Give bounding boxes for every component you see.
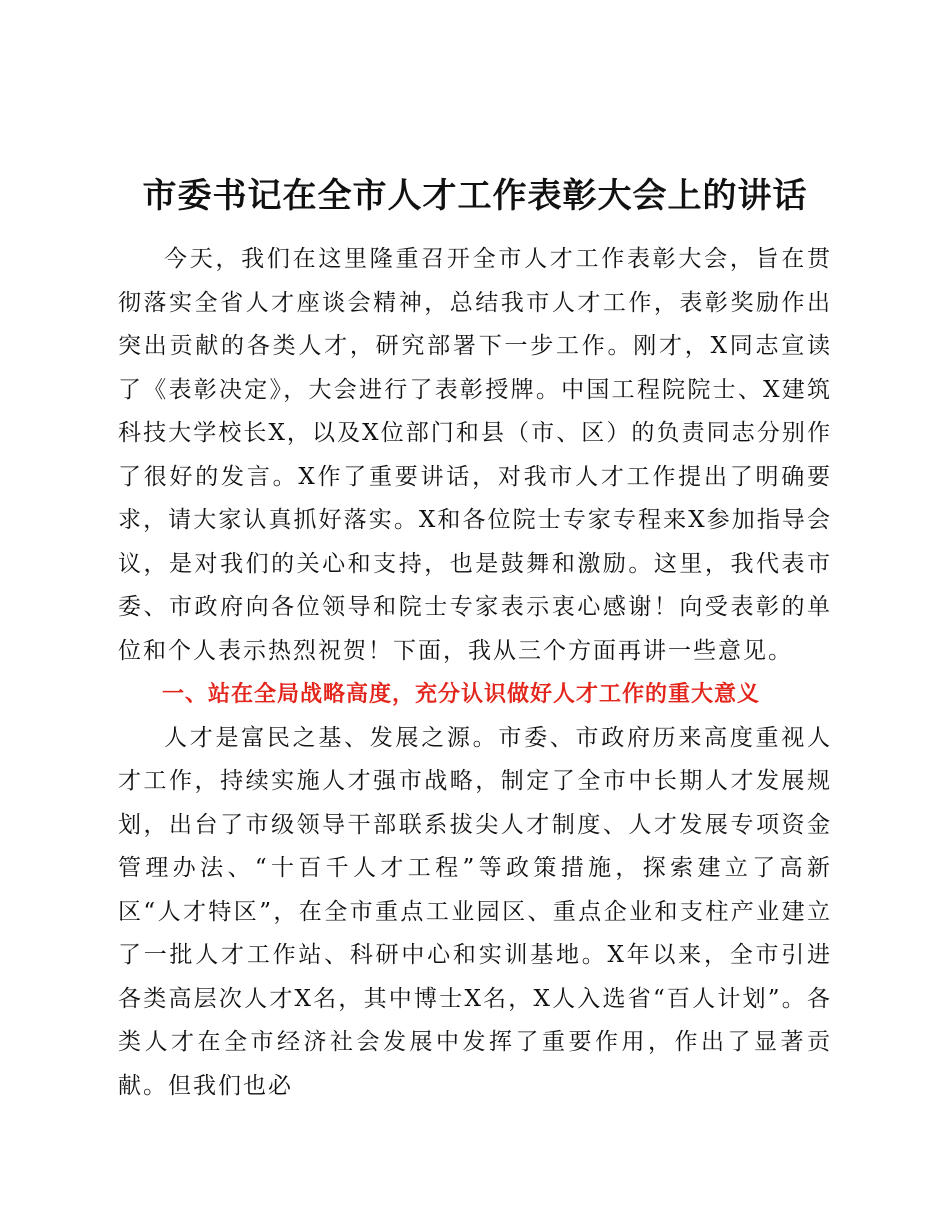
- document-body: [118, 238, 832, 1108]
- intro-paragraph: 今天，我们在这里隆重召开全市人才工作表彰大会，旨在贯彻落实全省人才座谈会精神，总结我市人才工作，表彰奖励作出突出贡献的各类人才，研究部署下一步工作。刚才，X同志宣读了《表彰决定》，大会进行了表彰授牌。中国工程院院士、X建筑科技大学校长X，以及X位部门和县（市、区）的负责同志分别作了很好的发言。X作了重要讲话，对我市人才工作提出了明确要求，请大家认真抓好落实。X和各位院士专家专程来X参加指导会议，是对我们的关心和支持，也是鼓舞和激励。这里，我代表市委、市政府向各位领导和院士专家表示衷心感谢！向受表彰的单位和个人表示热烈祝贺！下面，我从三个方面再讲一些意见。: [118, 246, 832, 664]
- section-paragraph: 人才是富民之基、发展之源。市委、市政府历来高度重视人才工作，持续实施人才强市战略，制定了全市中长期人才发展规划，出台了市级领导干部联系拔尖人才制度、人才发展专项资金管理办法、“十百千人才工程”等政策措施，探索建立了高新区“人才特区”，在全市重点工业园区、重点企业和支柱产业建立了一批人才工作站、科研中心和实训基地。X年以来，全市引进各类高层次人才X名，其中博士X名，X人入选省“百人计划”。各类人才在全市经济社会发展中发挥了重要作用，作出了显著贡献。但我们也必: [118, 724, 832, 1099]
- section-heading: 一、站在全局战略高度，充分认识做好人才工作的重大意义: [162, 682, 761, 707]
- document-title: 市委书记在全市人才工作表彰大会上的讲话: [142, 176, 808, 216]
